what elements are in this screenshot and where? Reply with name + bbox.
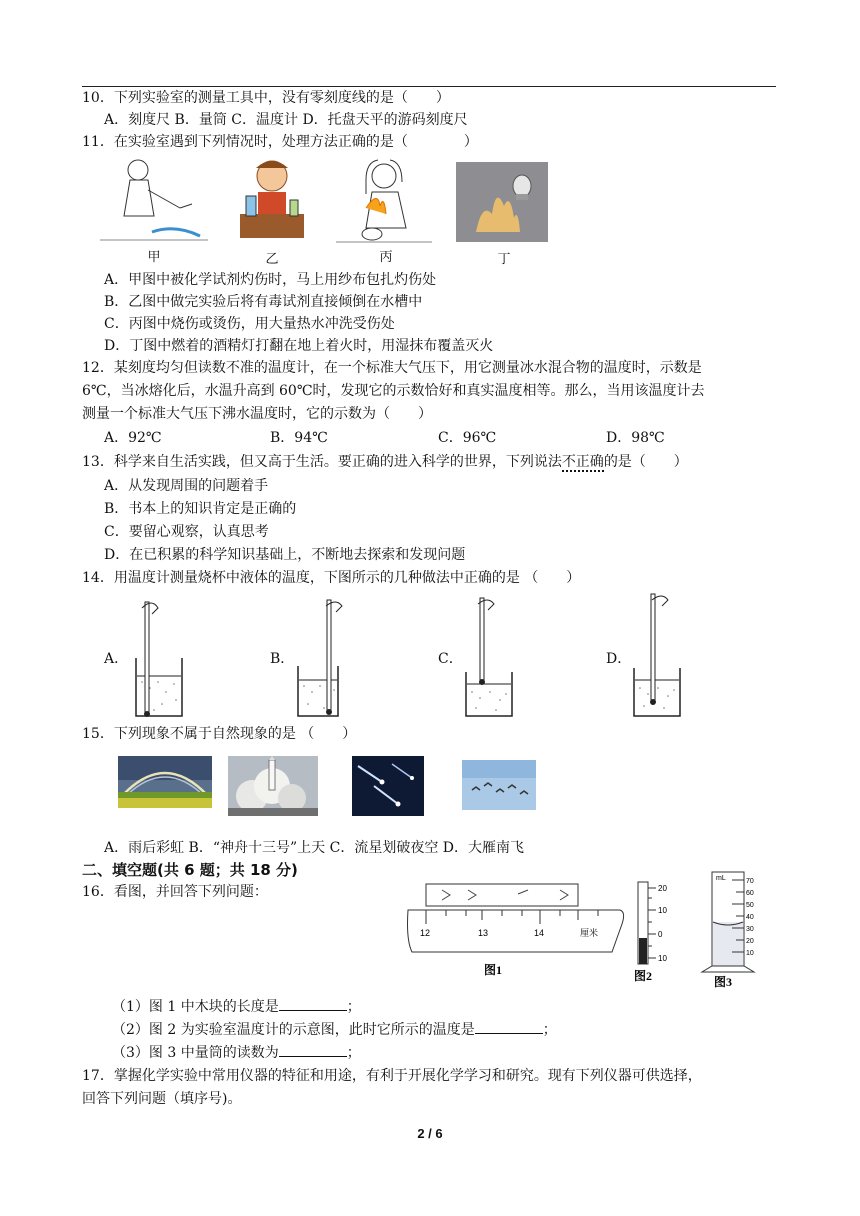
q14-figure-a bbox=[128, 596, 188, 720]
q13-option-a: A．从发现周围的问题着手 bbox=[104, 478, 269, 494]
q15-picture-rainbow bbox=[118, 756, 212, 808]
q15-stem: 15．下列现象不属于自然现象的是 （ ） bbox=[82, 726, 357, 742]
q14-figure-b bbox=[294, 596, 354, 720]
q11-caption-bing: 丙 bbox=[379, 250, 393, 265]
q16-fig3-tick-60: 60 bbox=[746, 890, 754, 897]
q16-figure2-thermometer bbox=[630, 878, 680, 988]
q16-fig3-tick-70: 70 bbox=[746, 878, 754, 885]
q11-option-d: D．丁图中燃着的酒精灯打翻在地上着火时，用湿抹布覆盖灭火 bbox=[104, 338, 494, 354]
q16-sub3: （3）图 3 中量筒的读数为 ； bbox=[112, 1042, 361, 1063]
q16-fig1-tick-14: 14 bbox=[534, 928, 545, 938]
q16-sub2-blank[interactable] bbox=[475, 1019, 543, 1034]
q17-line2: 回答下列问题（填序号)。 bbox=[82, 1091, 242, 1107]
q16-figure1-ruler bbox=[406, 880, 628, 980]
q17-line1: 17．掌握化学实验中常用仪器的特征和用途，有利于开展化学学习和研究。现有下列仪器可供选择， bbox=[82, 1068, 702, 1084]
q12-option-a: A．92℃ bbox=[104, 430, 162, 446]
q14-label-b: B． bbox=[270, 651, 295, 667]
q11-caption-yi: 乙 bbox=[265, 252, 279, 267]
q16-fig2-tick-20: 20 bbox=[658, 884, 667, 893]
q16-sub3-blank[interactable] bbox=[279, 1042, 347, 1057]
q16-fig3-tick-40: 40 bbox=[746, 914, 754, 921]
q14-figure-d bbox=[630, 592, 690, 720]
q16-fig3-tick-10: 10 bbox=[746, 950, 754, 957]
q16-fig2-tick-10-upper: 10 bbox=[658, 906, 667, 915]
q10-options: A．刻度尺 B．量筒 C．温度计 D．托盘天平的游码刻度尺 bbox=[104, 112, 468, 128]
q12-option-d: D．98℃ bbox=[606, 430, 665, 446]
q14-stem: 14．用温度计测量烧杯中液体的温度，下图所示的几种做法中正确的是 （ ） bbox=[82, 570, 581, 586]
q16-fig2-tick-0: 0 bbox=[658, 930, 663, 939]
q16-fig2-caption: 图2 bbox=[634, 969, 653, 983]
q13-stem: 13．科学来自生活实践，但又高于生活。要正确的进入科学的世界，下列说法不正确的是（ ） bbox=[82, 454, 688, 470]
q16-sub2: （2）图 2 为实验室温度计的示意图，此时它所示的温度是 ； bbox=[112, 1019, 557, 1040]
q14-figure-c bbox=[460, 596, 520, 720]
q12-stem-line2: 6℃，当冰熔化后，水温升高到 60℃时，发现它的示数恰好和真实温度相等。那么，当用该温度计去 bbox=[82, 383, 705, 399]
q16-fig3-unit: mL bbox=[716, 875, 726, 882]
q10-stem: 10．下列实验室的测量工具中，没有零刻度线的是（ ） bbox=[82, 90, 450, 106]
q14-label-a: A． bbox=[104, 651, 129, 667]
section-title: 二、填空题(共 6 题；共 18 分) bbox=[82, 861, 298, 879]
q16-sub1-blank[interactable] bbox=[279, 996, 347, 1011]
q15-picture-rocket bbox=[228, 756, 318, 816]
q12-option-b: B．94℃ bbox=[270, 430, 328, 446]
q15-picture-geese bbox=[462, 760, 536, 810]
q11-option-c: C．丙图中烧伤或烫伤，用大量热水冲洗受伤处 bbox=[104, 316, 395, 332]
q13-option-c: C．要留心观察，认真思考 bbox=[104, 524, 269, 540]
q16-fig2-tick-10-lower: 10 bbox=[658, 954, 667, 963]
q16-figure3-cylinder bbox=[698, 868, 766, 992]
q13-emphasis: 不正确 bbox=[561, 454, 604, 470]
q12-stem-line3: 测量一个标准大气压下沸水温度时，它的示数为（ ） bbox=[82, 406, 432, 422]
q11-option-a: A．甲图中被化学试剂灼伤时，马上用纱布包扎灼伤处 bbox=[104, 272, 437, 288]
q15-picture-meteor bbox=[352, 756, 424, 816]
q16-stem: 16．看图，并回答下列问题： bbox=[82, 884, 268, 900]
q16-fig3-caption: 图3 bbox=[714, 975, 733, 989]
q14-label-d: D． bbox=[606, 651, 632, 667]
q16-fig1-tick-12: 12 bbox=[420, 928, 431, 938]
q11-picture-jia bbox=[100, 156, 208, 244]
q16-fig3-tick-50: 50 bbox=[746, 902, 754, 909]
q11-picture-ding bbox=[456, 162, 548, 242]
q16-sub1: （1）图 1 中木块的长度是 ； bbox=[112, 996, 361, 1017]
q11-caption-ding: 丁 bbox=[497, 252, 511, 267]
q16-fig1-tick-13: 13 bbox=[478, 928, 489, 938]
q15-options: A．雨后彩虹 B．“神舟十三号”上天 C．流星划破夜空 D．大雁南飞 bbox=[104, 840, 524, 856]
q16-fig3-tick-20: 20 bbox=[746, 938, 754, 945]
q16-fig3-tick-30: 30 bbox=[746, 926, 754, 933]
q16-fig1-caption: 图1 bbox=[484, 963, 503, 977]
q16-fig1-unit: 厘米 bbox=[580, 928, 599, 938]
q11-caption-jia: 甲 bbox=[147, 250, 161, 265]
page-number: 2 / 6 bbox=[417, 1126, 443, 1141]
q11-picture-bing bbox=[336, 154, 432, 244]
q12-stem-line1: 12．某刻度均匀但读数不准的温度计，在一个标准大气压下，用它测量冰水混合物的温度时，示数是 bbox=[82, 360, 702, 376]
q13-option-b: B．书本上的知识肯定是正确的 bbox=[104, 501, 297, 517]
q11-stem: 11．在实验室遇到下列情况时，处理方法正确的是（ ） bbox=[82, 134, 478, 150]
q11-picture-yi bbox=[236, 156, 308, 244]
q12-option-c: C．96℃ bbox=[438, 430, 497, 446]
header-rule bbox=[82, 86, 776, 87]
q14-label-c: C． bbox=[438, 651, 463, 667]
q11-option-b: B．乙图中做完实验后将有毒试剂直接倾倒在水槽中 bbox=[104, 294, 423, 310]
q13-option-d: D．在已积累的科学知识基础上，不断地去探索和发现问题 bbox=[104, 547, 466, 563]
